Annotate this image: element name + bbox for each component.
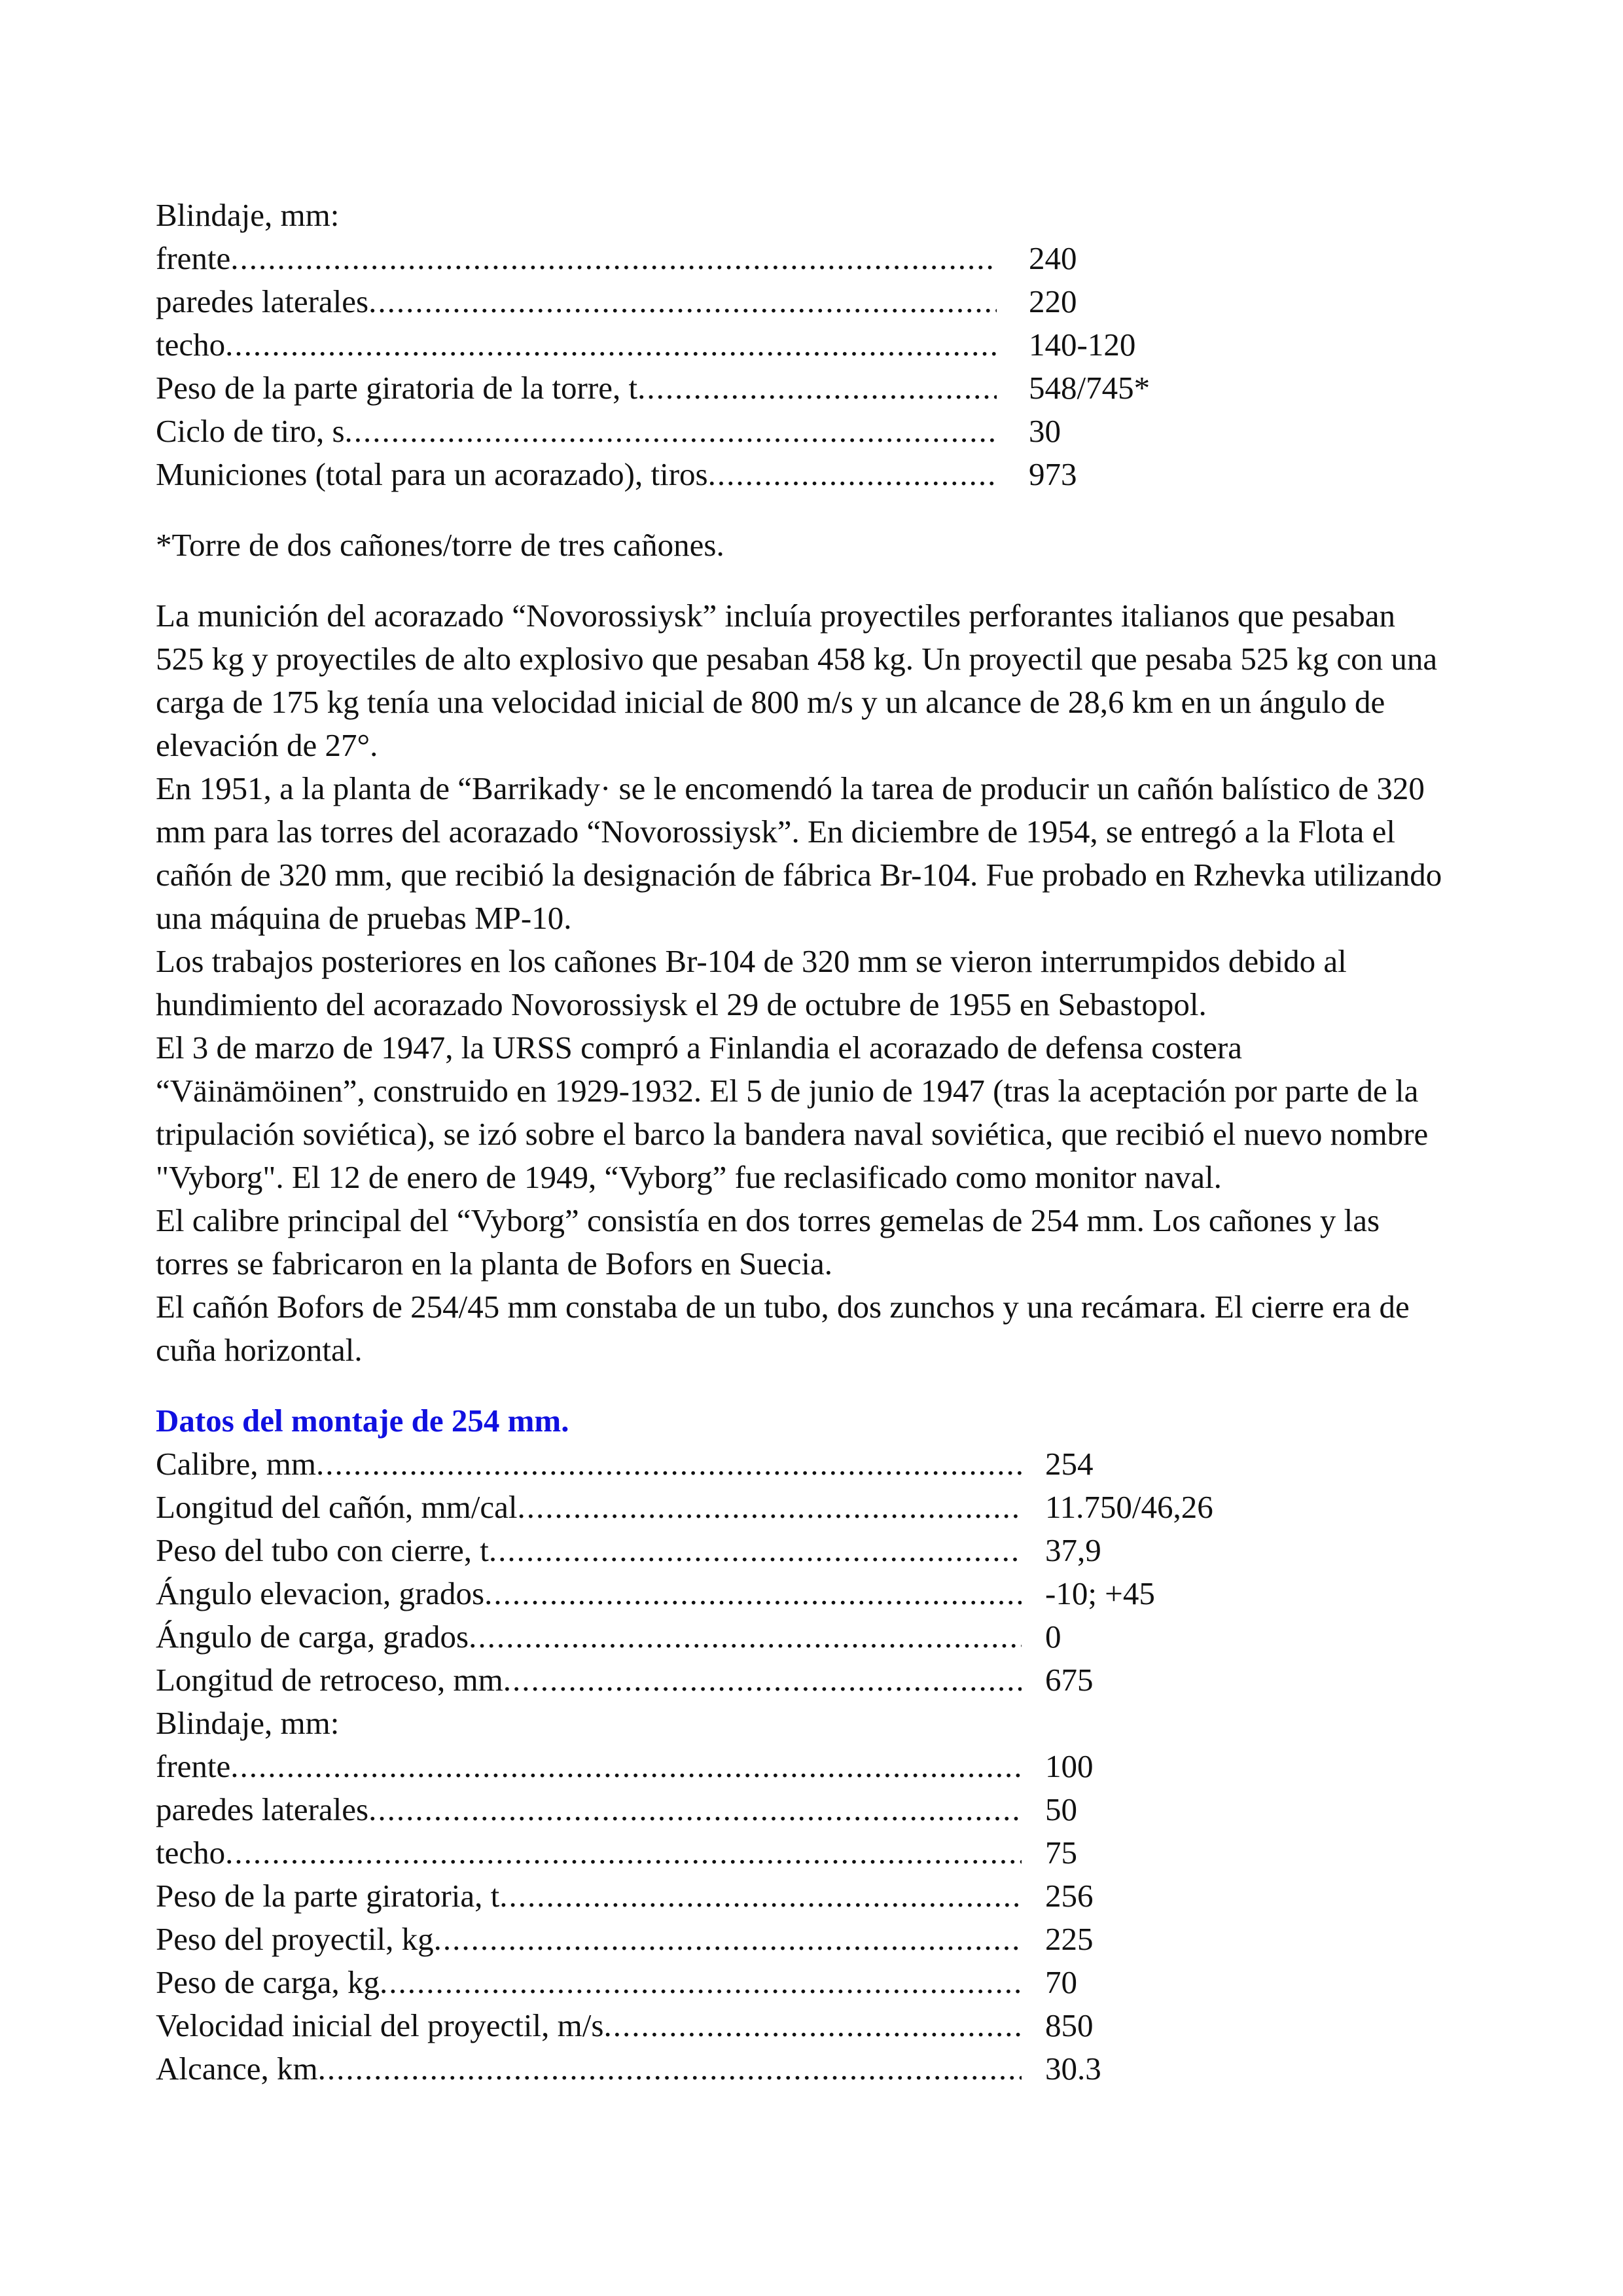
dot-leader (469, 1615, 1022, 1659)
spec-row (156, 1874, 1484, 1918)
turret-specs-table (156, 237, 1484, 496)
spec-row (156, 1918, 1484, 1961)
spec-value: 100 (1045, 1748, 1094, 1784)
spec-row (156, 367, 1484, 410)
spec-label: Peso del proyectil, kg (156, 1921, 434, 1957)
dot-leader (345, 410, 997, 453)
mount-254-specs-table (156, 1443, 1484, 2090)
spec-value: 37,9 (1045, 1532, 1101, 1568)
spec-label: Velocidad inicial del proyectil, m/s (156, 2007, 604, 2043)
spec-value: 256 (1045, 1878, 1094, 1914)
dot-leader (225, 323, 997, 367)
dot-leader (603, 2004, 1022, 2047)
body-line: una máquina de pruebas MP-10. (156, 900, 572, 936)
spec-row (156, 1529, 1484, 1572)
spec-label: frente (156, 240, 231, 276)
body-line: "Vyborg". El 12 de enero de 1949, “Vyborg” fue reclasificado como monitor naval. (156, 1159, 1222, 1195)
spec-label: Municiones (total para un acorazado), tiros (156, 456, 708, 492)
body-text (156, 594, 1484, 1372)
dot-leader (316, 1443, 1022, 1486)
spec-label: Peso de la parte giratoria, t (156, 1878, 500, 1914)
spec-label: Calibre, mm (156, 1446, 316, 1482)
dot-leader (380, 1961, 1022, 2004)
spec-value: 850 (1045, 2007, 1094, 2043)
spec-value: 225 (1045, 1921, 1094, 1957)
dot-leader (517, 1486, 1022, 1529)
spec-row (156, 1615, 1484, 1659)
dot-leader (230, 237, 997, 280)
spec-label: Ángulo elevacion, grados (156, 1575, 485, 1611)
spec-label: Alcance, km (156, 2051, 318, 2087)
dot-leader (318, 2047, 1022, 2090)
body-line: mm para las torres del acorazado “Novorossiysk”. En diciembre de 1954, se entregó a la Flota el (156, 814, 1396, 850)
spec-value: 548/745* (1029, 370, 1150, 406)
spec-label: Peso del tubo con cierre, t (156, 1532, 489, 1568)
dot-leader (434, 1918, 1022, 1961)
spec-row (156, 410, 1484, 453)
spec-value: 254 (1045, 1446, 1094, 1482)
body-line: cuña horizontal. (156, 1332, 363, 1368)
spec-value: -10; +45 (1045, 1575, 1155, 1611)
body-line: torres se fabricaron en la planta de Bofors en Suecia. (156, 1246, 833, 1282)
spec-value: 140-120 (1029, 327, 1136, 363)
spec-value: 0 (1045, 1619, 1061, 1655)
spec-row (156, 2047, 1484, 2090)
spec-value: 30 (1029, 413, 1061, 449)
spec-label: Peso de la parte giratoria de la torre, t (156, 370, 638, 406)
spec-row (156, 453, 1484, 496)
spec-value: 11.750/46,26 (1045, 1489, 1213, 1525)
spec-value: 220 (1029, 283, 1077, 319)
spec-value: 973 (1029, 456, 1077, 492)
dot-leader (499, 1874, 1022, 1918)
spec-row (156, 323, 1484, 367)
spec-value: 70 (1045, 1964, 1077, 2000)
body-line: El calibre principal del “Vyborg” consistía en dos torres gemelas de 254 mm. Los cañones y las (156, 1202, 1380, 1238)
spec-row (156, 1961, 1484, 2004)
body-line: “Väinämöinen”, construido en 1929-1932. El 5 de junio de 1947 (tras la aceptación por parte de la (156, 1073, 1419, 1109)
spec-row (156, 1702, 1484, 1745)
spec-label: Longitud del cañón, mm/cal (156, 1489, 518, 1525)
spec-row (156, 280, 1484, 323)
spec-value: 75 (1045, 1835, 1077, 1871)
dot-leader (637, 367, 997, 410)
spec-label: Blindaje, mm: (156, 1705, 340, 1741)
spec-value: 30.3 (1045, 2051, 1101, 2087)
spec-label: frente (156, 1748, 231, 1784)
spec-label: Ciclo de tiro, s (156, 413, 345, 449)
spec-row (156, 1745, 1484, 1788)
spec-row (156, 1572, 1484, 1615)
spec-label: Ángulo de carga, grados (156, 1619, 469, 1655)
dot-leader (489, 1529, 1022, 1572)
spec-value: 240 (1029, 240, 1077, 276)
body-line: El 3 de marzo de 1947, la URSS compró a Finlandia el acorazado de defensa costera (156, 1030, 1242, 1066)
spec-row (156, 2004, 1484, 2047)
spec-row (156, 1486, 1484, 1529)
spec-row (156, 1788, 1484, 1831)
body-line: carga de 175 kg tenía una velocidad inicial de 800 m/s y un alcance de 28,6 km en un ángulo de (156, 684, 1385, 720)
body-line: tripulación soviética), se izó sobre el barco la bandera naval soviética, que recibió el nuevo nombre (156, 1116, 1429, 1152)
spec-row (156, 1659, 1484, 1702)
section-title: Datos del montaje de 254 mm. (156, 1403, 569, 1439)
body-line: La munición del acorazado “Novorossiysk” incluía proyectiles perforantes italianos que pesaban (156, 598, 1395, 634)
body-line: elevación de 27°. (156, 727, 378, 763)
spec-label: Longitud de retroceso, mm (156, 1662, 503, 1698)
document-page (156, 194, 1484, 2090)
dot-leader (225, 1831, 1022, 1874)
body-line: El cañón Bofors de 254/45 mm constaba de un tubo, dos zunchos y una recámara. El cierre era de (156, 1289, 1410, 1325)
footnote: *Torre de dos cañones/torre de tres cañones. (156, 527, 724, 563)
spec-label: paredes laterales (156, 1791, 369, 1827)
spec-label: paredes laterales (156, 283, 369, 319)
body-line: hundimiento del acorazado Novorossiysk el 29 de octubre de 1955 en Sebastopol. (156, 986, 1207, 1022)
dot-leader (503, 1659, 1022, 1702)
dot-leader (230, 1745, 1022, 1788)
body-line: cañón de 320 mm, que recibió la designación de fábrica Br-104. Fue probado en Rzhevka utilizando (156, 857, 1442, 893)
spec-row (156, 1443, 1484, 1486)
spec-row (156, 237, 1484, 280)
spec-value: 50 (1045, 1791, 1077, 1827)
body-line: 525 kg y proyectiles de alto explosivo que pesaban 458 kg. Un proyectil que pesaba 525 kg con una (156, 641, 1438, 677)
spec-label: techo (156, 1835, 226, 1871)
dot-leader (484, 1572, 1022, 1615)
dot-leader (368, 1788, 1022, 1831)
body-line: Los trabajos posteriores en los cañones Br-104 de 320 mm se vieron interrumpidos debido al (156, 943, 1347, 979)
spec-row (156, 1831, 1484, 1874)
spec-label: Peso de carga, kg (156, 1964, 380, 2000)
dot-leader (708, 453, 997, 496)
spec-label: techo (156, 327, 226, 363)
spec-value: 675 (1045, 1662, 1094, 1698)
dot-leader (368, 280, 997, 323)
body-line: En 1951, a la planta de “Barrikady· se le encomendó la tarea de producir un cañón balístico de 320 (156, 770, 1425, 806)
table1-heading: Blindaje, mm: (156, 197, 340, 233)
